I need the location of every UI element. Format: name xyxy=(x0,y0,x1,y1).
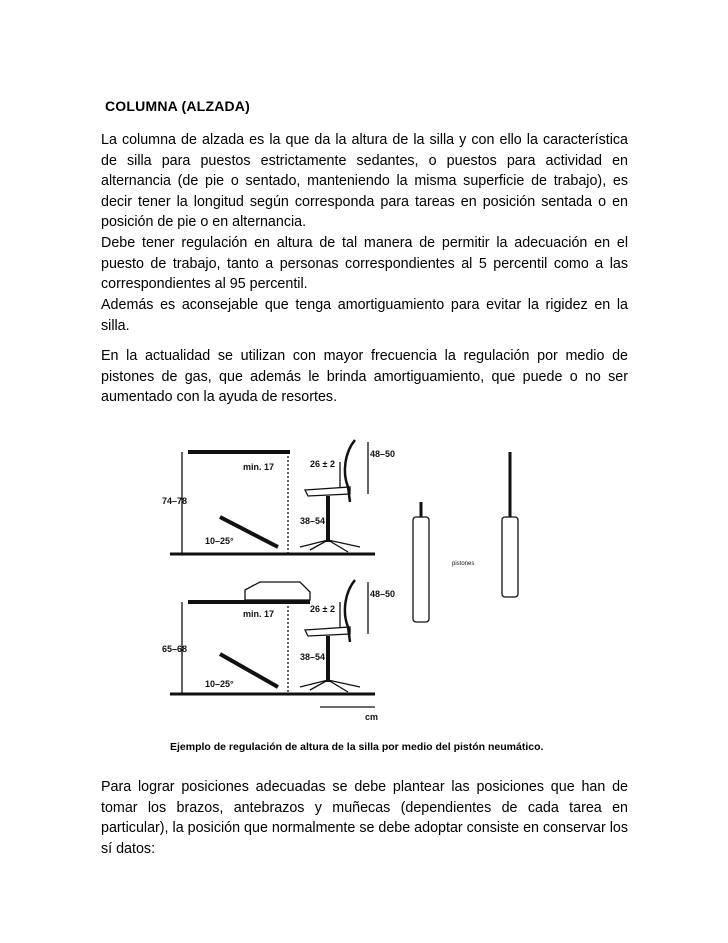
bottom-backrest-label: 48–50 xyxy=(370,589,396,599)
pistons-label: pistones xyxy=(452,561,475,567)
bottom-seat xyxy=(305,627,350,636)
bottom-min-label: min. 17 xyxy=(243,609,275,619)
bottom-angle-label: 10–25° xyxy=(205,679,234,689)
top-base xyxy=(300,540,360,552)
figure-caption: Ejemplo de regulación de altura de la silla por medio del pistón neumático. xyxy=(170,741,544,753)
top-seat-height-label: 38–54 xyxy=(300,516,326,526)
chair-height-figure xyxy=(160,432,540,722)
paragraph-3: Además es aconsejable que tenga amortiguamiento para evitar la rigidez en la silla. xyxy=(101,297,628,334)
top-backrest-label: 48–50 xyxy=(370,449,396,459)
top-table-height-label: 74–78 xyxy=(162,496,188,506)
bottom-seat-height-label: 38–54 xyxy=(300,652,326,662)
unit-label: cm xyxy=(365,712,379,722)
piston-1-body xyxy=(413,517,429,622)
paragraph-1: La columna de alzada es la que da la altura de la silla y con ello la característica de silla para puestos estrictamente sedantes, o puestos para actividad en alternancia (de pie o sentado, manteniendo la misma superficie de trabajo), es decir tener la longitud según corresponda para tareas en posición sentada o en posición de pie o en alternancia. xyxy=(101,132,628,230)
top-angle-label: 10–25° xyxy=(205,536,234,546)
section-heading: COLUMNA (ALZADA) xyxy=(105,98,250,114)
paragraph-5: Para lograr posiciones adecuadas se debe plantear las posiciones que han de tomar los brazos, antebrazos y muñecas (dependientes de cada tarea en particular), la posición que normalmente se debe adoptar consiste en conservar los sí datos: xyxy=(101,779,628,857)
top-seat-tilt-label: 26 ± 2 xyxy=(310,459,335,469)
bottom-machine xyxy=(245,582,310,600)
bottom-table-height-label: 65–68 xyxy=(162,644,188,654)
chair-diagram xyxy=(160,432,540,722)
top-min-label: min. 17 xyxy=(243,462,275,472)
top-seat xyxy=(305,487,350,496)
bottom-seat-tilt-label: 26 ± 2 xyxy=(310,604,335,614)
piston-2-body xyxy=(502,517,518,597)
paragraph-2: Debe tener regulación en altura de tal manera de permitir la adecuación en el puesto de trabajo, tanto a personas correspondientes al 5 percentil como a las correspondientes al 95 percentil. xyxy=(101,235,628,292)
bottom-base xyxy=(300,680,360,692)
paragraph-4: En la actualidad se utilizan con mayor frecuencia la regulación por medio de pistones de gas, que además le brinda amortiguamiento, que puede o no ser aumentado con la ayuda de resortes. xyxy=(101,348,628,405)
